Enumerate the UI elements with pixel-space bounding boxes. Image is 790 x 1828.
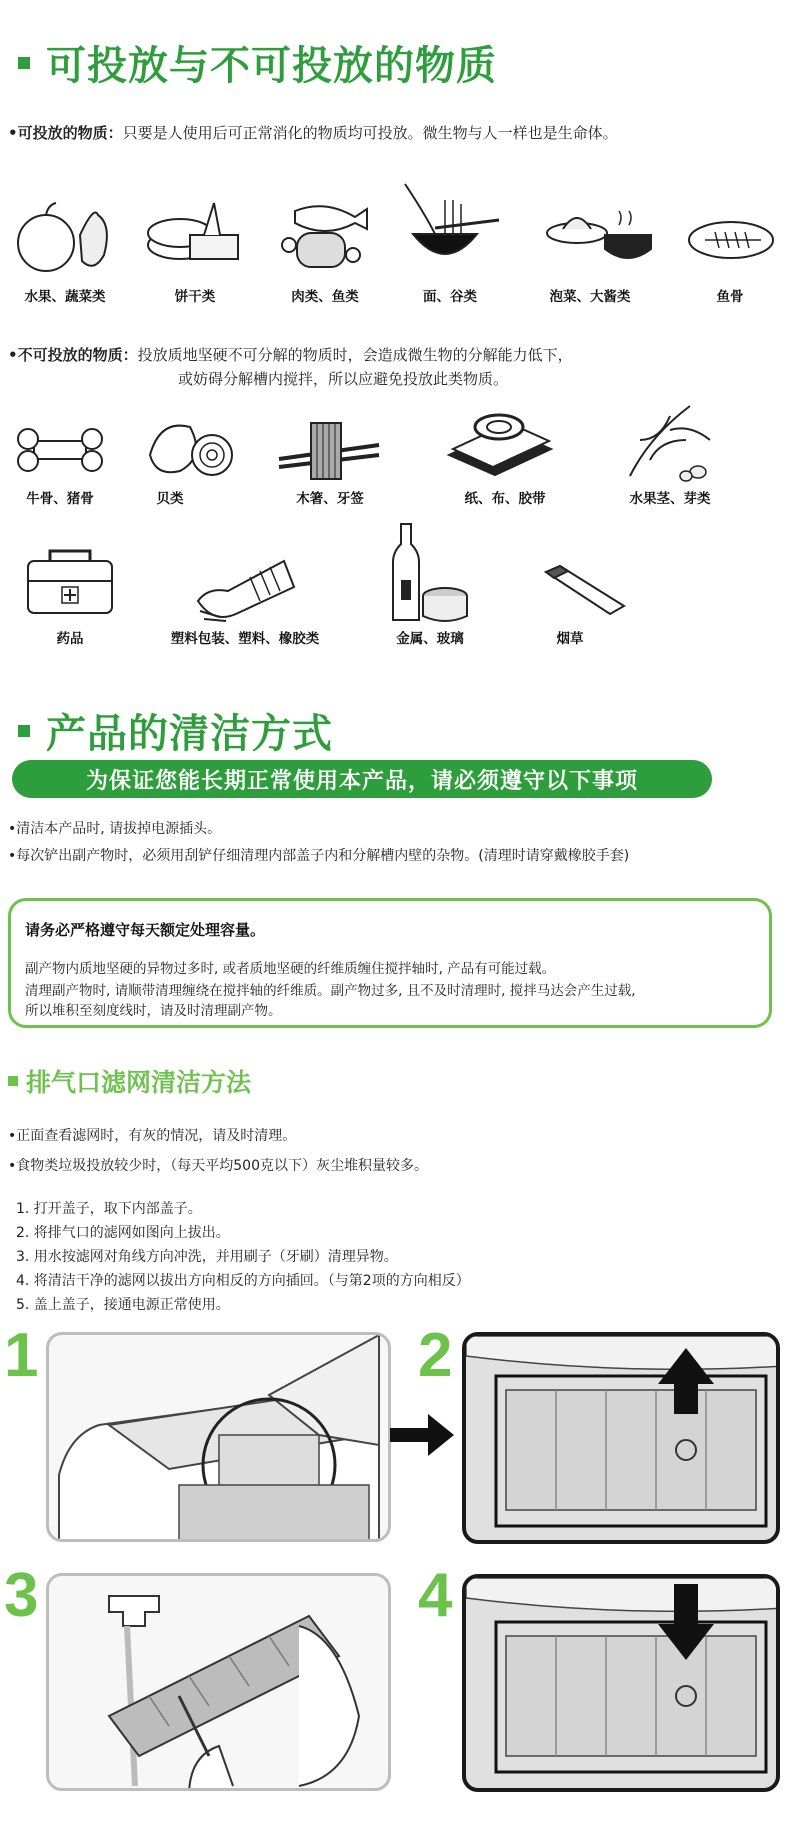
- section-title-cleaning: 产品的清洁方式: [18, 702, 333, 759]
- filter-pull-up-illustration: [466, 1336, 780, 1544]
- cleaning-bullet-scrape: •每次铲出副产物时，必须用刮铲仔细清理内部盖子内和分解槽内壁的杂物。(清理时请穿戴橡胶手套): [8, 848, 630, 864]
- washing-filter-illustration: [49, 1576, 391, 1791]
- fruit-vegetable-icon: [10, 195, 120, 275]
- label-chopsticks-toothpick: 木箸、牙签: [296, 491, 364, 507]
- noodle-grain-icon: [395, 180, 505, 275]
- note-line-2: 清理副产物时, 请顺带清理缠绕在搅拌轴的纤维质。副产物过多, 且不及时清理时, 搅拌马达会产生过载,: [25, 983, 636, 999]
- label-noodle-grain: 面、谷类: [423, 289, 477, 305]
- green-square-bullet: [18, 725, 30, 737]
- filter-bullet-check: •正面查看滤网时，有灰的情况，请及时清理。: [8, 1128, 297, 1144]
- rubber-glove-icon: [190, 555, 300, 625]
- step-4: 4. 将清洁干净的滤网以拔出方向相反的方向插回。（与第2项的方向相反）: [16, 1273, 470, 1289]
- label-bone: 牛骨、猪骨: [26, 491, 94, 507]
- label-meat-fish: 肉类、鱼类: [291, 289, 359, 305]
- bottle-can-icon: [385, 520, 475, 625]
- section-title-allowed: 可投放与不可投放的物质: [18, 34, 497, 91]
- note-title: 请务必严格遵守每天额定处理容量。: [25, 921, 266, 939]
- bone-icon: [10, 415, 110, 485]
- section-title-filter: 排气口滤网清洁方法: [8, 1063, 251, 1099]
- label-shell: 贝类: [156, 491, 184, 507]
- label-plastic-rubber: 塑料包装、塑料、橡胶类: [170, 631, 320, 647]
- medicine-box-icon: [20, 545, 120, 620]
- figure-number-1: 1: [4, 1321, 39, 1390]
- kimchi-paste-icon: [545, 195, 655, 275]
- capacity-note-box: [8, 898, 772, 1028]
- label-tobacco: 烟草: [556, 631, 584, 647]
- label-metal-glass: 金属、玻璃: [396, 631, 464, 647]
- step-3: 3. 用水按滤网对角线方向冲洗，并用刷子（牙刷）清理异物。: [16, 1249, 398, 1265]
- notice-banner: 为保证您能长期正常使用本产品，请必须遵守以下事项: [12, 760, 712, 798]
- step-1: 1. 打开盖子，取下内部盖子。: [16, 1201, 202, 1217]
- biscuit-icon: [140, 195, 250, 275]
- shell-icon: [140, 415, 240, 485]
- filter-bullet-dust: •食物类垃圾投放较少时，（每天平均500克以下）灰尘堆积量较多。: [8, 1158, 428, 1174]
- appliance-open-lid-illustration: [49, 1335, 391, 1542]
- figure-number-2: 2: [418, 1321, 453, 1390]
- green-square-bullet: [18, 57, 30, 69]
- chopsticks-toothpick-icon: [275, 415, 385, 485]
- figure-4-insert-filter: [462, 1574, 780, 1792]
- label-fruit-stem: 水果茎、芽类: [629, 491, 711, 507]
- label-kimchi-paste: 泡菜、大酱类: [549, 289, 631, 305]
- label-fish-bone: 鱼骨: [716, 289, 744, 305]
- forbidden-description-line2: 或妨碍分解槽内搅拌，所以应避免投放此类物质。: [178, 370, 509, 388]
- step-2: 2. 将排气口的滤网如图向上拔出。: [16, 1225, 230, 1241]
- figure-3-wash-filter: [46, 1573, 391, 1791]
- fruit-stem-icon: [610, 400, 720, 485]
- figure-number-3: 3: [4, 1561, 39, 1630]
- note-line-1: 副产物内质地坚硬的异物过多时, 或者质地坚硬的纤维质缠住搅拌轴时, 产品有可能过载。: [25, 961, 556, 977]
- meat-fish-icon: [275, 195, 385, 275]
- green-square-bullet: [8, 1076, 18, 1086]
- allowed-description: •可投放的物质：只要是人使用后可正常消化的物质均可投放。微生物与人一样也是生命体。: [8, 124, 618, 142]
- paper-tape-icon: [445, 405, 555, 485]
- label-paper-tape: 纸、布、胶带: [464, 491, 546, 507]
- figure-number-4: 4: [418, 1561, 453, 1630]
- cigarette-icon: [540, 560, 630, 620]
- figure-1-open-lid: [46, 1332, 391, 1542]
- figure-2-pull-filter: [462, 1332, 780, 1544]
- step-5: 5. 盖上盖子，接通电源正常使用。: [16, 1297, 230, 1313]
- forbidden-description: •不可投放的物质：投放质地坚硬不可分解的物质时，会造成微生物的分解能力低下，: [8, 346, 573, 364]
- note-line-3: 所以堆积至刻度线时，请及时清理副产物。: [25, 1003, 282, 1019]
- filter-insert-illustration: [466, 1578, 780, 1792]
- arrow-right-icon: [388, 1410, 458, 1460]
- label-biscuit: 饼干类: [174, 289, 216, 305]
- fish-bone-icon: [685, 210, 785, 270]
- label-fruit-vegetable: 水果、蔬菜类: [24, 289, 106, 305]
- label-medicine: 药品: [56, 631, 84, 647]
- cleaning-bullet-unplug: •清洁本产品时, 请拔掉电源插头。: [8, 821, 222, 837]
